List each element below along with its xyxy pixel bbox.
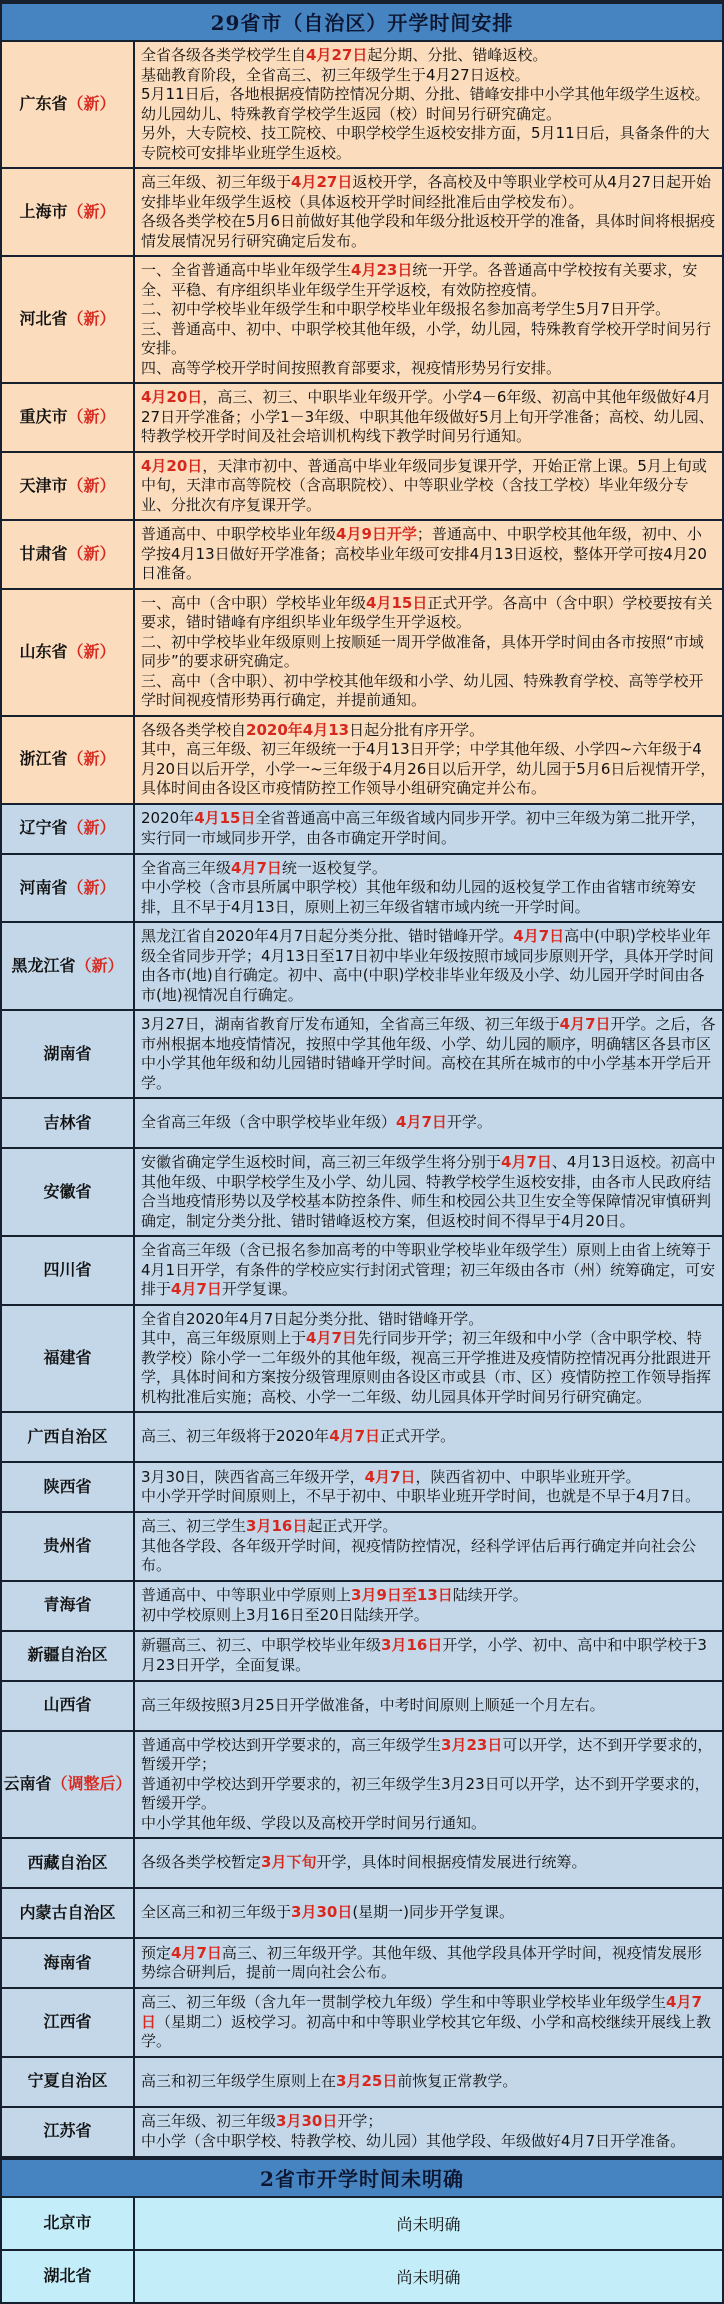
province-name xyxy=(2,453,135,520)
province-name xyxy=(2,805,135,853)
detail-text: 陆续开学。 xyxy=(452,1586,528,1604)
highlight-date: 4月20日 xyxy=(141,388,203,406)
detail-paragraph xyxy=(141,809,716,848)
province-name-text: 山西省 xyxy=(43,1695,92,1715)
table-row xyxy=(2,1732,722,1840)
province-detail xyxy=(135,1682,722,1730)
province-name-text: 重庆市 xyxy=(19,407,68,427)
highlight-date: 4月7日 xyxy=(501,1153,552,1171)
detail-text: 2020年 xyxy=(141,809,195,827)
detail-text: 全省普通高中高三年级省域内同步开学。初中三年级为第二批开学，实行同一市域同步开学，由各市确定开学时间。 xyxy=(141,809,706,847)
province-name-text: 上海市 xyxy=(19,201,68,221)
status-text: 尚未明确 xyxy=(396,2267,461,2287)
province-name-text: 河南省 xyxy=(19,877,68,897)
highlight-date: 4月7日 xyxy=(329,1427,381,1446)
province-detail xyxy=(135,855,722,922)
highlight-date: 3月16日 xyxy=(381,1636,443,1654)
province-name xyxy=(2,1889,135,1937)
province-detail xyxy=(135,1582,722,1630)
highlight-date: 3月16日 xyxy=(246,1517,308,1535)
detail-text: 高三、初三年级开学。其他年级、其他学段具体开学时间，视疫情发展形势综合研判后，提前一周向社会公布。 xyxy=(141,1943,702,1981)
highlight-date: 4月7日 xyxy=(171,1280,222,1298)
table-row xyxy=(2,2251,722,2302)
detail-text: 高三、初三年级将于2020年 xyxy=(141,1427,330,1446)
province-detail xyxy=(135,1463,722,1511)
provinces-rows xyxy=(2,42,722,2156)
detail-paragraph xyxy=(141,1427,716,1447)
province-name xyxy=(2,855,135,922)
province-detail xyxy=(135,1237,722,1304)
table-row xyxy=(2,2198,722,2251)
highlight-date: 4月9日开学 xyxy=(336,525,417,543)
detail-text: 各级各类学校暂定 xyxy=(141,1853,262,1872)
detail-paragraph xyxy=(141,1487,716,1507)
table-row xyxy=(2,1939,722,1989)
detail-paragraph xyxy=(141,457,716,516)
province-name-text: 河北省 xyxy=(19,309,68,329)
detail-paragraph xyxy=(141,927,716,1005)
province-name-text: 陕西省 xyxy=(43,1476,92,1496)
province-tag: （新） xyxy=(67,94,116,114)
detail-text: 开学复课。 xyxy=(221,1280,297,1298)
detail-text: 高三、初三年级（含九年一贯制学校九年级）学生和中等职业学校毕业年级学生 xyxy=(141,1993,667,2011)
detail-paragraph xyxy=(141,320,716,359)
detail-text: （星期二）返校学习。初高中和中等职业学校其它年级、小学和高校继续开展线上教学。 xyxy=(141,2012,712,2050)
province-name-text: 安徽省 xyxy=(43,1181,92,1201)
detail-text: 四、高等学校开学时间按照教育部要求，视疫情形势另行安排。 xyxy=(141,358,562,377)
province-detail xyxy=(135,1632,722,1680)
main-title: 29省市（自治区）开学时间安排 xyxy=(2,0,722,42)
province-name-text: 新疆自治区 xyxy=(27,1645,108,1665)
province-name-text: 广东省 xyxy=(19,94,68,114)
province-name xyxy=(2,521,135,588)
detail-paragraph xyxy=(141,1814,716,1834)
highlight-date: 4月20日 xyxy=(141,456,203,475)
detail-text: 各级各类学校在5月6日前做好其他学段和年级分批返校开学的准备，具体时间将根据疫情发展情况另行研究确定后发布。 xyxy=(141,212,716,250)
detail-paragraph xyxy=(141,1736,716,1775)
province-detail xyxy=(135,1839,722,1887)
table-row xyxy=(2,1513,722,1582)
province-tag: （新） xyxy=(75,955,124,975)
province-tag: （新） xyxy=(67,749,116,769)
detail-text: 5月11日后，各地根据疫情防控情况分期、分批、错峰安排中小学其他年级学生返校。幼儿园幼儿、特殊教育学校学生返园（校）时间另行研究确定。 xyxy=(141,85,710,123)
province-name-text: 湖南省 xyxy=(43,1043,92,1063)
detail-text: 中小学（含中职学校、特教学校、幼儿园）其他学段、年级做好4月7日开学准备。 xyxy=(141,2131,686,2150)
detail-paragraph xyxy=(141,859,716,879)
table-row xyxy=(2,453,722,522)
highlight-date: 2020年4月13 xyxy=(246,720,350,739)
province-name xyxy=(2,1149,135,1235)
province-name-text: 宁夏自治区 xyxy=(27,2071,108,2091)
detail-text: 一、全省普通高中毕业年级学生 xyxy=(141,261,352,279)
province-name xyxy=(2,1839,135,1887)
highlight-date: 4月7日 xyxy=(396,1113,447,1132)
province-name-text: 四川省 xyxy=(43,1260,92,1280)
detail-text: 开学。 xyxy=(446,1113,492,1132)
province-tag: （新） xyxy=(67,201,116,221)
province-detail xyxy=(135,1513,722,1580)
detail-paragraph xyxy=(141,1993,716,2052)
table-row xyxy=(2,855,722,924)
detail-text: 开学； xyxy=(337,2112,383,2130)
detail-text: 高三、初三学生 xyxy=(141,1517,247,1535)
detail-paragraph xyxy=(141,261,716,300)
detail-text: 二、初中学校毕业年级原则上按顺延一周开学做准备，具体开学时间由各市按照“市域同步”的要求研究确定。 xyxy=(141,632,704,670)
highlight-date: 4月7日 xyxy=(141,1993,702,2031)
detail-paragraph xyxy=(141,1775,716,1814)
province-detail xyxy=(135,1149,722,1235)
detail-text: 其他各学段、各年级开学时间，视疫情防控情况，经科学评估后再行确定并向社会公布。 xyxy=(141,1536,697,1574)
province-name xyxy=(2,2058,135,2106)
detail-text: ，陕西省初中、中职毕业班开学。 xyxy=(415,1467,641,1486)
province-name xyxy=(2,1463,135,1511)
table-row xyxy=(2,1099,722,1149)
detail-text: 一、高中（含中职）学校毕业年级 xyxy=(141,593,367,612)
detail-text: 中小学校（含市县所属中职学校）其他年级和幼儿园的返校复学工作由省辖市统筹安排，且不早于4月13日，原则上初三年级省辖市域内统一开学时间。 xyxy=(141,878,697,916)
detail-paragraph xyxy=(141,1153,716,1231)
detail-paragraph xyxy=(141,1696,716,1716)
highlight-date: 3月9日至13日 xyxy=(351,1586,453,1604)
province-name-text: 浙江省 xyxy=(19,749,68,769)
highlight-date: 3月25日 xyxy=(336,2071,398,2090)
province-name xyxy=(2,1582,135,1630)
province-name xyxy=(2,42,135,167)
table-row xyxy=(2,1839,722,1889)
detail-paragraph xyxy=(141,633,716,672)
table-row xyxy=(2,1237,722,1306)
detail-text: 返校开学，各高校及中等职业学校可从4月27日起开始安排毕业年级学生返校（具体返校开学时间经批准后由学校发布）。 xyxy=(141,173,711,211)
province-detail xyxy=(135,384,722,451)
detail-paragraph xyxy=(141,1310,716,1330)
detail-text: 全省高三年级（含中职学校毕业年级） xyxy=(141,1113,397,1132)
detail-paragraph xyxy=(141,1015,716,1093)
detail-text: 高三年级按照3月25日开学做准备，中考时间原则上顺延一个月左右。 xyxy=(141,1695,605,1714)
detail-paragraph xyxy=(141,525,716,584)
detail-text: 普通高中学校达到开学要求的，高三年级学生 xyxy=(141,1735,442,1754)
province-name-text: 西藏自治区 xyxy=(27,1852,108,1872)
province-tag: （调整后） xyxy=(51,1774,132,1794)
province-detail xyxy=(135,169,722,255)
highlight-date: 4月15日 xyxy=(194,809,256,827)
detail-text: 高三年级、初三年级于 xyxy=(141,173,292,191)
detail-paragraph xyxy=(141,2112,716,2132)
detail-text: 可以开学，达不到开学要求的，暂缓开学； xyxy=(141,1735,713,1773)
detail-text: 普通高中、中职学校毕业年级 xyxy=(141,525,337,543)
province-name-text: 广西自治区 xyxy=(27,1426,108,1446)
detail-paragraph xyxy=(141,1113,716,1133)
province-detail xyxy=(135,1011,722,1097)
table-row xyxy=(2,1413,722,1463)
detail-paragraph xyxy=(141,85,716,124)
detail-text: 其中，高三年级、初三年级统一于4月13日开学；中学其他年级、小学四~六年级于4月20日以后开学，小学一~三年级于4月26日以后开学，幼儿园于5月6日后视情开学，具体时间由各设区市疫情防控工作领导小组研究确定并公布。 xyxy=(141,740,716,797)
detail-text: 3月27日，湖南省教育厅发布通知，全省高三年级、初三年级于 xyxy=(141,1015,560,1033)
detail-text: 新疆高三、初三、中职学校毕业年级 xyxy=(141,1636,382,1654)
detail-text: 各级各类学校自 xyxy=(141,720,247,739)
highlight-date: 4月7日 xyxy=(231,858,282,877)
detail-text: 起分期、分批、错峰返校。 xyxy=(367,46,548,64)
detail-paragraph xyxy=(141,1636,716,1675)
detail-text: 初中学校原则上3月16日至20日陆续开学。 xyxy=(141,1605,429,1624)
province-name-text: 福建省 xyxy=(43,1348,92,1368)
province-name xyxy=(2,2108,135,2156)
province-name-text: 天津市 xyxy=(19,475,68,495)
detail-text: 安徽省确定学生返校时间，高三初三年级学生将分别于 xyxy=(141,1153,502,1171)
province-detail xyxy=(135,1989,722,2056)
table-row xyxy=(2,169,722,257)
detail-paragraph xyxy=(141,1537,716,1576)
highlight-date: 4月7日 xyxy=(559,1015,611,1033)
detail-text: 另外，大专院校、技工院校、中职学校学生返校安排方面，5月11日后，具备条件的大专院校可安排毕业班学生返校。 xyxy=(141,124,710,162)
unclear-title: 2省市开学时间未明确 xyxy=(2,2156,722,2198)
province-name-text: 云南省 xyxy=(3,1774,52,1794)
province-detail xyxy=(135,1099,722,1147)
table-row xyxy=(2,1011,722,1099)
detail-text: 起正式开学。 xyxy=(307,1517,398,1535)
province-tag: （新） xyxy=(67,407,116,427)
province-name xyxy=(2,169,135,255)
province-detail xyxy=(135,717,722,803)
detail-paragraph xyxy=(141,1517,716,1537)
highlight-date: 3月下旬 xyxy=(261,1853,317,1872)
table-row xyxy=(2,1682,722,1732)
province-name-text: 内蒙古自治区 xyxy=(19,1902,116,1922)
province-name xyxy=(2,1682,135,1730)
detail-paragraph xyxy=(141,173,716,212)
detail-text: 普通初中学校达到开学要求的，初三年级学生3月23日可以开学，达不到开学要求的，暂缓开学。 xyxy=(141,1774,710,1812)
detail-paragraph xyxy=(141,300,716,320)
detail-text: 高三和初三年级学生原则上在 xyxy=(141,2071,337,2090)
province-name-text: 甘肃省 xyxy=(19,544,68,564)
province-name-text: 贵州省 xyxy=(43,1536,92,1556)
province-detail xyxy=(135,1889,722,1937)
table-row xyxy=(2,2058,722,2108)
unclear-provinces-rows xyxy=(2,2198,722,2302)
detail-text: 中小学开学时间原则上，不早于初中、中职毕业班开学时间，也就是不早于4月7日。 xyxy=(141,1487,701,1505)
province-name-text: 江苏省 xyxy=(43,2121,92,2141)
detail-text: 三、高中（含中职）、初中学校其他年级和小学、幼儿园、特殊教育学校、高等学校开学时间视疫情形势再行确定，并提前通知。 xyxy=(141,671,704,709)
province-name-text: 吉林省 xyxy=(43,1112,92,1132)
detail-text: ，天津市初中、普通高中毕业年级同步复课开学，开始正常上课。5月上旬或中旬，天津市高等院校（含高职院校）、中等职业学校（含技工学校）毕业年级分专业、分批次有序复课开学。 xyxy=(141,456,707,514)
table-row xyxy=(2,521,722,590)
province-name xyxy=(2,257,135,382)
detail-text: 前恢复正常教学。 xyxy=(397,2071,518,2090)
detail-text: 黑龙江省自2020年4月7日起分类分批、错时错峰开学。 xyxy=(141,927,514,945)
province-name xyxy=(2,1011,135,1097)
detail-text: (星期一)同步开学复课。 xyxy=(352,1903,515,1922)
province-tag: （新） xyxy=(67,641,116,661)
table-row xyxy=(2,590,722,717)
detail-text: 正式开学。 xyxy=(380,1427,456,1446)
detail-paragraph xyxy=(141,1329,716,1407)
highlight-date: 4月7日 xyxy=(306,1329,357,1347)
table-row xyxy=(2,1632,722,1682)
detail-text: 开学。之后，各市州根据本地疫情情况，按照中学其他年级、小学、幼儿园的顺序，明确辖区各县市区中小学其他年级和幼儿园错时错峰开学时间。高校在其所在城市的中小学基本开学后开学。 xyxy=(141,1015,716,1092)
table-row xyxy=(2,805,722,855)
table-row xyxy=(2,1989,722,2058)
table-row xyxy=(2,42,722,169)
detail-text: 统一返校复学。 xyxy=(281,858,387,877)
detail-text: 3月30日，陕西省高三年级开学， xyxy=(141,1467,365,1486)
detail-text: 统一开学。各普通高中学校按有关要求，安全、平稳、有序组织毕业年级学生开学返校，有效防控疫情。 xyxy=(141,261,698,299)
detail-paragraph xyxy=(141,212,716,251)
province-name xyxy=(2,1099,135,1147)
province-name xyxy=(2,717,135,803)
table-row xyxy=(2,1889,722,1939)
province-detail xyxy=(135,1732,722,1838)
detail-text: 其中，高三年级原则上于 xyxy=(141,1329,307,1347)
highlight-date: 4月27日 xyxy=(306,46,368,64)
province-detail xyxy=(135,2108,722,2156)
province-name xyxy=(2,1939,135,1987)
province-detail xyxy=(135,453,722,520)
table-row xyxy=(2,1149,722,1237)
province-name xyxy=(2,1989,135,2056)
province-detail xyxy=(135,805,722,853)
detail-text: 高中(中职)学校毕业年级全省同步开学；4月13日至17日初中毕业年级按照市域同步原则开学，具体开学时间由各市(地)自行确定。初中、高中(中职)学校非毕业年级及小学、幼儿园开学时间由各市(地)视情况自行确定。 xyxy=(141,927,714,1004)
province-detail xyxy=(135,590,722,715)
detail-text: 全省自2020年4月7日起分类分批、错时错峰开学。 xyxy=(141,1309,484,1328)
province-tag: （新） xyxy=(67,544,116,564)
highlight-date: 3月30日 xyxy=(291,1903,353,1922)
table-row xyxy=(2,384,722,453)
highlight-date: 4月27日 xyxy=(291,173,353,191)
detail-paragraph xyxy=(141,672,716,711)
province-name-text: 江西省 xyxy=(43,2012,92,2032)
detail-text: 普通高中、中等职业中学原则上 xyxy=(141,1586,352,1604)
province-detail xyxy=(135,257,722,382)
province-name-text: 辽宁省 xyxy=(19,818,68,838)
province-detail xyxy=(135,2058,722,2106)
province-name xyxy=(2,1413,135,1461)
province-detail xyxy=(135,1413,722,1461)
detail-text: 三、普通高中、初中、中职学校其他年级，小学，幼儿园，特殊教育学校开学时间另行安排。 xyxy=(141,319,712,357)
detail-text: 开学，具体时间根据疫情发展进行统筹。 xyxy=(316,1853,587,1872)
detail-paragraph xyxy=(141,1241,716,1300)
province-tag: （新） xyxy=(67,877,116,897)
highlight-date: 4月23日 xyxy=(351,261,413,279)
detail-text: 全省各级各类学校学生自 xyxy=(141,46,307,64)
province-name xyxy=(2,1513,135,1580)
detail-paragraph xyxy=(141,388,716,447)
highlight-date: 4月15日 xyxy=(366,593,428,612)
detail-text: 全省高三年级（含已报名参加高考的中等职业学校毕业年级学生）原则上由省上统筹于4月1日开学，有条件的学校应实行封闭式管理；初三年级由各市（州）统筹确定，可安排于 xyxy=(141,1241,716,1298)
detail-text: 二、初中学校毕业年级学生和中职学校毕业年级报名参加高考学生5月7日开学。 xyxy=(141,300,671,318)
table-row xyxy=(2,923,722,1011)
table-row xyxy=(2,1306,722,1414)
province-name xyxy=(2,1237,135,1304)
detail-paragraph xyxy=(141,359,716,379)
detail-text: ；普通高中、中职学校其他年级，初中、小学按4月13日做好开学准备；高校毕业年级可安排4月13日返校，整体开学可按4月20日准备。 xyxy=(141,525,707,582)
province-name xyxy=(2,923,135,1009)
detail-text: 中小学其他年级、学段以及高校开学时间另行通知。 xyxy=(141,1813,487,1832)
status-text: 尚未明确 xyxy=(396,2214,461,2234)
province-detail xyxy=(135,42,722,167)
detail-text: 基础教育阶段，全省高三、初三年级学生于4月27日返校。 xyxy=(141,65,530,84)
detail-text: 开学，小学、初中、高中和中职学校于3月23日开学，全面复课。 xyxy=(141,1636,707,1674)
detail-text: 日起分批有序开学。 xyxy=(349,720,485,739)
province-name xyxy=(2,384,135,451)
province-tag: （新） xyxy=(67,475,116,495)
detail-text: 高三年级、初三年级 xyxy=(141,2112,277,2130)
detail-text: ，高三、初三、中职毕业年级开学。小学4－6年级、初高中其他年级做好4月27日开学准备；小学1－3年级、中职其他年级做好5月上旬开学准备；高校、幼儿园、特教学校开学时间及社会培训机构线下教学时间另行通知。 xyxy=(141,388,714,445)
detail-text: 预定 xyxy=(141,1943,172,1962)
detail-paragraph xyxy=(141,46,716,66)
province-name xyxy=(2,1732,135,1838)
highlight-date: 3月30日 xyxy=(276,2112,338,2130)
province-name: 湖北省 xyxy=(2,2251,135,2302)
table-row xyxy=(2,717,722,805)
detail-paragraph xyxy=(141,2072,716,2092)
highlight-date: 3月23日 xyxy=(441,1735,503,1754)
province-name-text: 黑龙江省 xyxy=(11,955,76,975)
table-row xyxy=(2,1463,722,1513)
detail-paragraph xyxy=(141,1586,716,1606)
detail-paragraph xyxy=(141,878,716,917)
detail-text: 全区高三和初三年级于 xyxy=(141,1903,292,1922)
province-name-text: 山东省 xyxy=(19,641,68,661)
province-name xyxy=(2,1306,135,1412)
detail-paragraph xyxy=(141,721,716,741)
highlight-date: 4月7日 xyxy=(364,1467,416,1486)
detail-paragraph xyxy=(141,2132,716,2152)
province-detail xyxy=(135,521,722,588)
highlight-date: 4月7日 xyxy=(171,1943,222,1962)
detail-paragraph xyxy=(141,124,716,163)
province-detail xyxy=(135,1939,722,1987)
detail-text: 全省高三年级 xyxy=(141,858,232,877)
detail-text: 正式开学。各高中（含中职）学校要按有关要求，错时错峰有序组织毕业年级学生开学返校。 xyxy=(141,593,713,631)
table-row xyxy=(2,1582,722,1632)
province-name xyxy=(2,1632,135,1680)
detail-paragraph xyxy=(141,1944,716,1983)
detail-paragraph xyxy=(141,1903,716,1923)
province-tag: （新） xyxy=(67,818,116,838)
province-name: 北京市 xyxy=(2,2198,135,2249)
detail-paragraph xyxy=(141,1468,716,1488)
detail-text: 先行同步开学；初三年级和中小学（含中职学校、特教学校）除小学一二年级外的其他年级，视高三开学推进及疫情防控情况再分批跟进开学，具体时间和方案按分级管理原则由各设区市或县（市、区）疫情防控工作领导指挥机构批准后实施；高校、小学一二年级、幼儿园具体开学时间另行研究确定。 xyxy=(141,1329,712,1406)
detail-paragraph xyxy=(141,594,716,633)
detail-paragraph xyxy=(141,1853,716,1873)
province-name xyxy=(2,590,135,715)
detail-paragraph xyxy=(141,1606,716,1626)
province-tag: （新） xyxy=(67,309,116,329)
highlight-date: 4月7日 xyxy=(513,927,565,945)
table-row xyxy=(2,257,722,384)
table-row xyxy=(2,2108,722,2156)
province-name-text: 海南省 xyxy=(43,1952,92,1972)
province-detail xyxy=(135,1306,722,1412)
detail-paragraph xyxy=(141,66,716,86)
detail-paragraph xyxy=(141,740,716,799)
province-detail xyxy=(135,923,722,1009)
province-name-text: 青海省 xyxy=(43,1595,92,1615)
detail-text: 、4月13日返校。初高中其他年级、中职学校学生及小学、幼儿园、特教学校学生返校安排，由各市人民政府结合当地疫情形势以及学校基本防控条件、师生和校园公共卫生安全等保障情况审慎研判确定，制定分类分批、错时错峰返校方案，但返校时间不得早于4月20日。 xyxy=(141,1153,716,1230)
